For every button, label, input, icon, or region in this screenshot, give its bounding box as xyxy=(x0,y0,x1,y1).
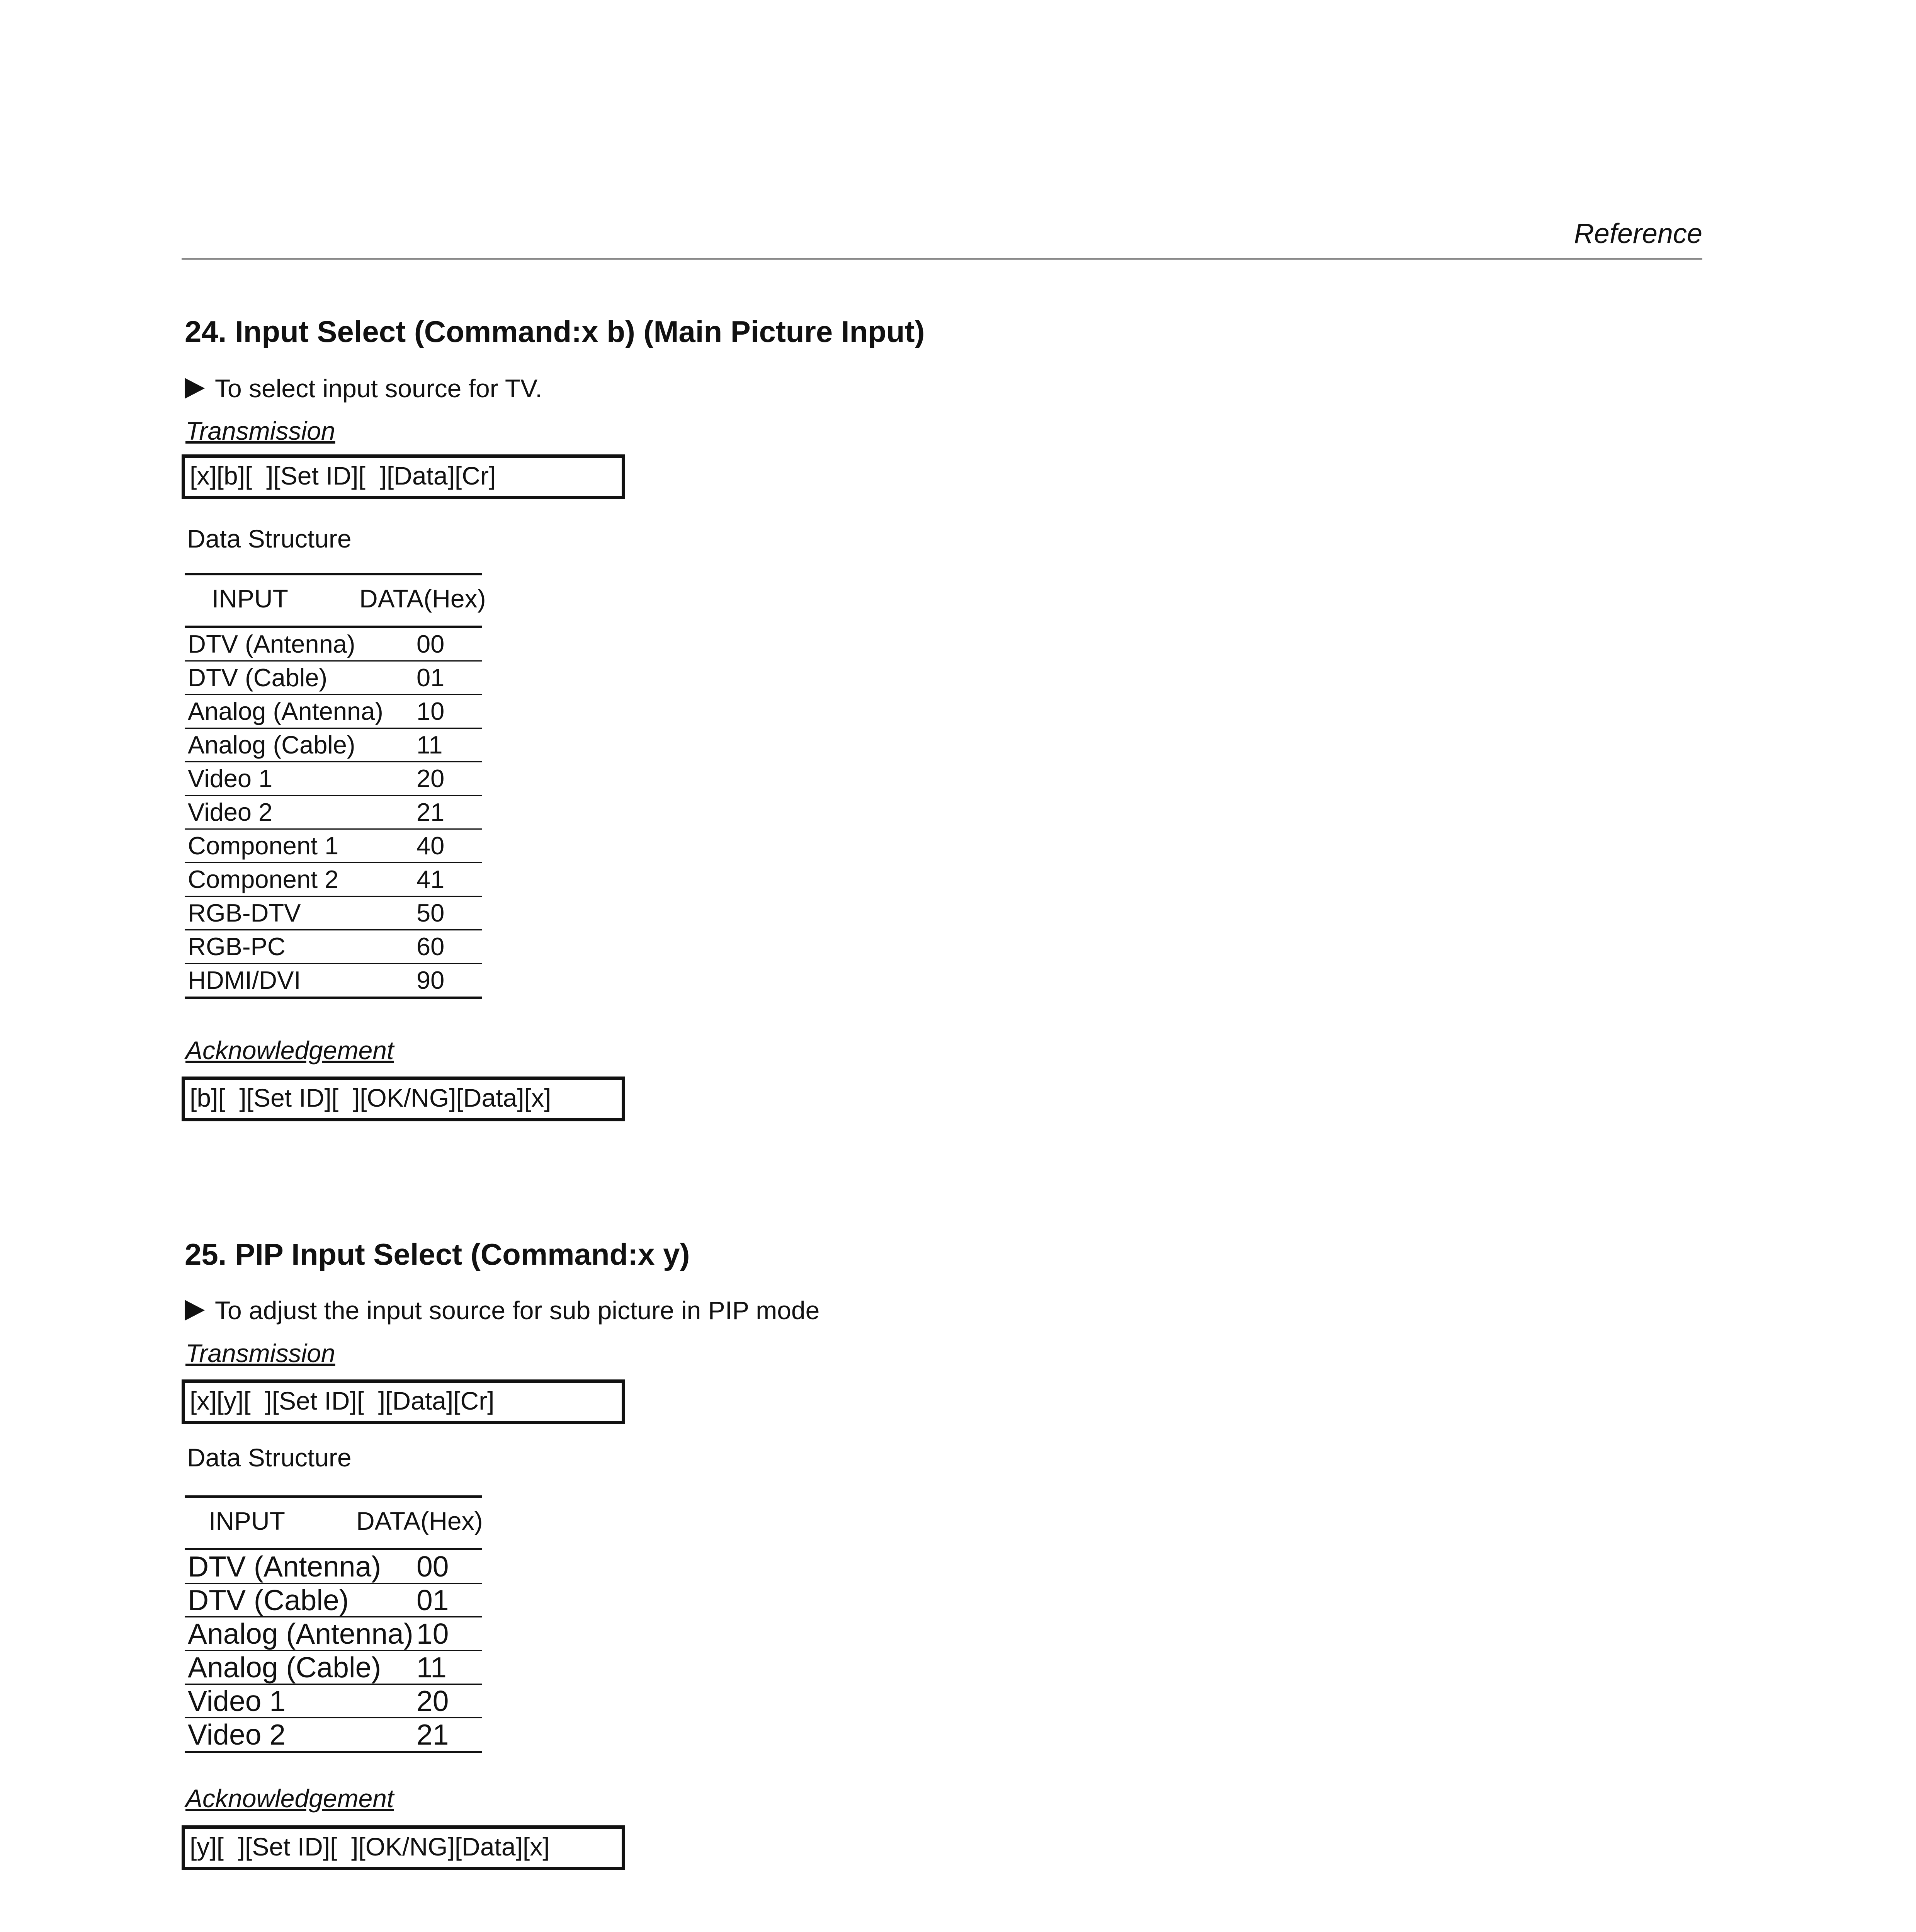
row-input: Analog (Antenna) xyxy=(188,1617,413,1650)
section-24-description xyxy=(185,372,542,405)
row-data: 21 xyxy=(417,798,445,826)
row-input: DTV (Cable) xyxy=(188,663,328,692)
bullet-arrow-icon xyxy=(185,1300,205,1321)
section-25-transmission-box: [x][y][ ][Set ID][ ][Data][Cr] xyxy=(182,1379,625,1424)
section-24-data-table xyxy=(185,573,486,999)
row-input: Video 2 xyxy=(188,798,273,826)
section-25-data-table xyxy=(185,1495,482,1753)
section-25-heading: 25. PIP Input Select (Command:x y) xyxy=(185,1237,690,1271)
table-header xyxy=(185,573,486,628)
table-row xyxy=(185,930,482,964)
row-data: 21 xyxy=(417,1718,449,1751)
table-row xyxy=(185,1550,482,1584)
section-24-transmission-box: [x][b][ ][Set ID][ ][Data][Cr] xyxy=(182,454,625,499)
section-24-data-structure-label: Data Structure xyxy=(187,524,352,553)
section-25-description xyxy=(185,1294,819,1327)
table-row xyxy=(185,1617,482,1651)
column-header-data: DATA(Hex) xyxy=(359,584,486,613)
column-header-input: INPUT xyxy=(209,1507,285,1535)
section-25-description-text: To adjust the input source for sub picture in PIP mode xyxy=(215,1296,820,1325)
bullet-arrow-icon xyxy=(185,378,205,399)
row-data: 41 xyxy=(417,865,445,893)
section-24-description-text: To select input source for TV. xyxy=(215,374,542,403)
column-header-data: DATA(Hex) xyxy=(356,1507,483,1535)
table-row xyxy=(185,863,482,897)
table-row xyxy=(185,1651,482,1685)
row-input: Video 2 xyxy=(188,1718,286,1751)
table-row xyxy=(185,1584,482,1617)
section-24-heading: 24. Input Select (Command:x b) (Main Picture Input) xyxy=(185,315,925,349)
section-24-acknowledgement-label: Acknowledgement xyxy=(185,1036,394,1065)
section-25-acknowledgement-label: Acknowledgement xyxy=(185,1784,394,1813)
row-data: 50 xyxy=(417,899,445,927)
column-header-input: INPUT xyxy=(212,584,288,613)
row-data: 11 xyxy=(417,1651,447,1684)
table-row xyxy=(185,796,482,830)
row-data: 00 xyxy=(417,630,445,658)
row-data: 60 xyxy=(417,932,445,961)
row-data: 01 xyxy=(417,663,445,692)
section-24-acknowledgement-box: [b][ ][Set ID][ ][OK/NG][Data][x] xyxy=(182,1077,625,1121)
table-row xyxy=(185,729,482,762)
row-input: Video 1 xyxy=(188,764,273,793)
table-row xyxy=(185,897,482,930)
running-header: Reference xyxy=(1574,218,1702,249)
section-25-acknowledgement-box: [y][ ][Set ID][ ][OK/NG][Data][x] xyxy=(182,1825,625,1870)
row-input: RGB-PC xyxy=(188,932,286,961)
row-data: 00 xyxy=(417,1550,449,1583)
table-row xyxy=(185,662,482,695)
section-25-transmission-label: Transmission xyxy=(185,1339,335,1367)
table-row xyxy=(185,830,482,863)
row-data: 20 xyxy=(417,1685,449,1717)
table-header xyxy=(185,1495,482,1550)
row-data: 11 xyxy=(417,731,443,759)
row-data: 10 xyxy=(417,1617,449,1650)
row-input: Component 2 xyxy=(188,865,339,893)
row-input: DTV (Antenna) xyxy=(188,630,355,658)
row-input: Analog (Antenna) xyxy=(188,697,383,725)
row-input: RGB-DTV xyxy=(188,899,301,927)
row-data: 01 xyxy=(417,1584,449,1616)
header-rule xyxy=(182,258,1702,260)
table-row xyxy=(185,695,482,729)
row-input: Analog (Cable) xyxy=(188,731,355,759)
row-input: Video 1 xyxy=(188,1685,286,1717)
table-row xyxy=(185,1685,482,1718)
row-input: Analog (Cable) xyxy=(188,1651,381,1684)
table-row xyxy=(185,1718,482,1753)
row-input: DTV (Antenna) xyxy=(188,1550,381,1583)
section-24-transmission-label: Transmission xyxy=(185,417,335,445)
row-data: 40 xyxy=(417,832,445,860)
row-input: HDMI/DVI xyxy=(188,966,301,994)
table-row xyxy=(185,628,482,662)
row-data: 10 xyxy=(417,697,445,725)
row-data: 90 xyxy=(417,966,445,994)
row-data: 20 xyxy=(417,764,445,793)
section-25-data-structure-label: Data Structure xyxy=(187,1443,352,1472)
table-row xyxy=(185,964,482,999)
row-input: DTV (Cable) xyxy=(188,1584,349,1616)
table-row xyxy=(185,762,482,796)
row-input: Component 1 xyxy=(188,832,339,860)
